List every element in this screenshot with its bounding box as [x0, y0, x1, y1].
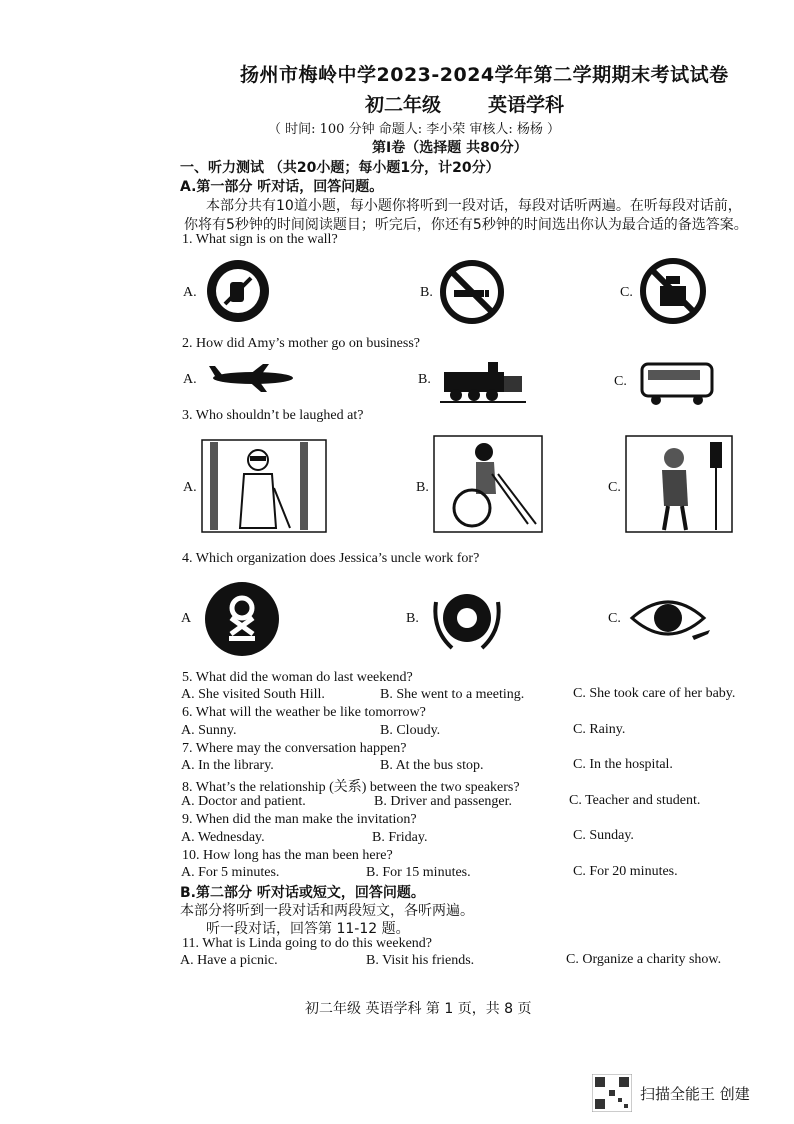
bus-icon: [638, 358, 718, 408]
part-a-heading: A.第一部分 听对话，回答问题。: [180, 179, 384, 195]
q7-option-b: B. At the bus stop.: [380, 758, 484, 773]
no-smoking-sign-icon: [440, 260, 504, 324]
exam-meta: （ 时间: 100 分钟 命题人: 李小荣 审核人: 杨杨 ）: [268, 122, 561, 137]
q1-option-a-label: A.: [183, 285, 197, 300]
airplane-icon: [205, 358, 295, 394]
q4-option-a-label: A: [181, 611, 192, 626]
q11-option-a: A. Have a picnic.: [180, 953, 278, 968]
no-cooking-sign-icon: [640, 258, 706, 324]
q4-option-c-label: C.: [608, 611, 621, 626]
q3-option-a-label: A.: [183, 480, 197, 495]
oxfam-logo-icon: [203, 580, 281, 658]
question-4: 4. Which organization does Jessica’s uncle work for?: [182, 551, 480, 566]
question-7: 7. Where may the conversation happen?: [182, 741, 407, 756]
q8-option-b: B. Driver and passenger.: [374, 794, 513, 809]
question-11: 11. What is Linda going to do this weekend?: [182, 936, 433, 951]
q5-option-b: B. She went to a meeting.: [380, 687, 525, 702]
q6-option-a: A. Sunny.: [181, 723, 237, 738]
q8-option-a: A. Doctor and patient.: [181, 794, 306, 809]
elderly-person-icon: [624, 434, 734, 534]
q5-option-c: C. She took care of her baby.: [573, 686, 736, 701]
section-heading: 一、听力测试 （共20小题；每小题1分，计20分）: [180, 160, 500, 176]
q5-option-a: A. She visited South Hill.: [181, 687, 325, 702]
q11-option-c: C. Organize a charity show.: [566, 952, 722, 967]
q10-option-a: A. For 5 minutes.: [181, 865, 280, 880]
q1-option-c-label: C.: [620, 285, 633, 300]
page-footer: 初二年级 英语学科 第 1 页，共 8 页: [305, 1001, 532, 1017]
q8-option-c: C. Teacher and student.: [569, 793, 701, 808]
question-9: 9. When did the man make the invitation?: [182, 812, 417, 827]
wheelchair-user-icon: [432, 434, 544, 534]
q6-option-c: C. Rainy.: [573, 722, 626, 737]
part-b-subinstruction: 听一段对话，回答第 11-12 题。: [206, 921, 410, 937]
q2-option-a-label: A.: [183, 372, 197, 387]
question-5: 5. What did the woman do last weekend?: [182, 670, 413, 685]
q4-option-b-label: B.: [406, 611, 419, 626]
q2-option-b-label: B.: [418, 372, 431, 387]
subject-label: 英语学科: [488, 94, 565, 116]
question-8: 8. What’s the relationship (关系) between the two speakers?: [182, 780, 520, 795]
q7-option-c: C. In the hospital.: [573, 757, 673, 772]
exam-title: 扬州市梅岭中学2023-2024学年第二学期期末考试试卷: [240, 64, 729, 86]
q3-option-c-label: C.: [608, 480, 621, 495]
q9-option-c: C. Sunday.: [573, 828, 634, 843]
blind-person-icon: [200, 438, 328, 534]
q9-option-b: B. Friday.: [372, 830, 428, 845]
grade-label: 初二年级: [365, 94, 442, 116]
part-b-heading: B.第二部分 听对话或短文，回答问题。: [180, 885, 425, 901]
volume-title: 第Ⅰ卷（选择题 共80分）: [372, 140, 528, 156]
q3-option-b-label: B.: [416, 480, 429, 495]
q9-option-a: A. Wednesday.: [181, 830, 265, 845]
q6-option-b: B. Cloudy.: [380, 723, 441, 738]
q1-option-b-label: B.: [420, 285, 433, 300]
part-b-instruction: 本部分将听到一段对话和两段短文，各听两遍。: [180, 903, 474, 919]
question-3: 3. Who shouldn’t be laughed at?: [182, 408, 364, 423]
q10-option-b: B. For 15 minutes.: [366, 865, 471, 880]
q7-option-a: A. In the library.: [181, 758, 274, 773]
q2-option-c-label: C.: [614, 374, 627, 389]
question-6: 6. What will the weather be like tomorrow?: [182, 705, 426, 720]
q10-option-c: C. For 20 minutes.: [573, 864, 678, 879]
q11-option-b: B. Visit his friends.: [366, 953, 475, 968]
scanner-watermark: 扫描全能王 创建: [640, 1085, 750, 1103]
no-photo-sign-icon: [205, 258, 271, 324]
question-2: 2. How did Amy’s mother go on business?: [182, 336, 420, 351]
question-1: 1. What sign is on the wall?: [182, 232, 338, 247]
qr-code-icon: [592, 1074, 632, 1112]
question-10: 10. How long has the man been here?: [182, 848, 393, 863]
eye-plane-logo-icon: [628, 590, 714, 650]
unicef-logo-icon: [428, 582, 506, 658]
instruction-line-1: 本部分共有10道小题，每小题你将听到一段对话，每段对话听两遍。在听每段对话前，: [206, 198, 742, 214]
instruction-line-2: 你将有5秒钟的时间阅读题目；听完后，你还有5秒钟的时间选出你认为最合适的备选答案。: [184, 217, 748, 233]
train-icon: [438, 358, 528, 404]
